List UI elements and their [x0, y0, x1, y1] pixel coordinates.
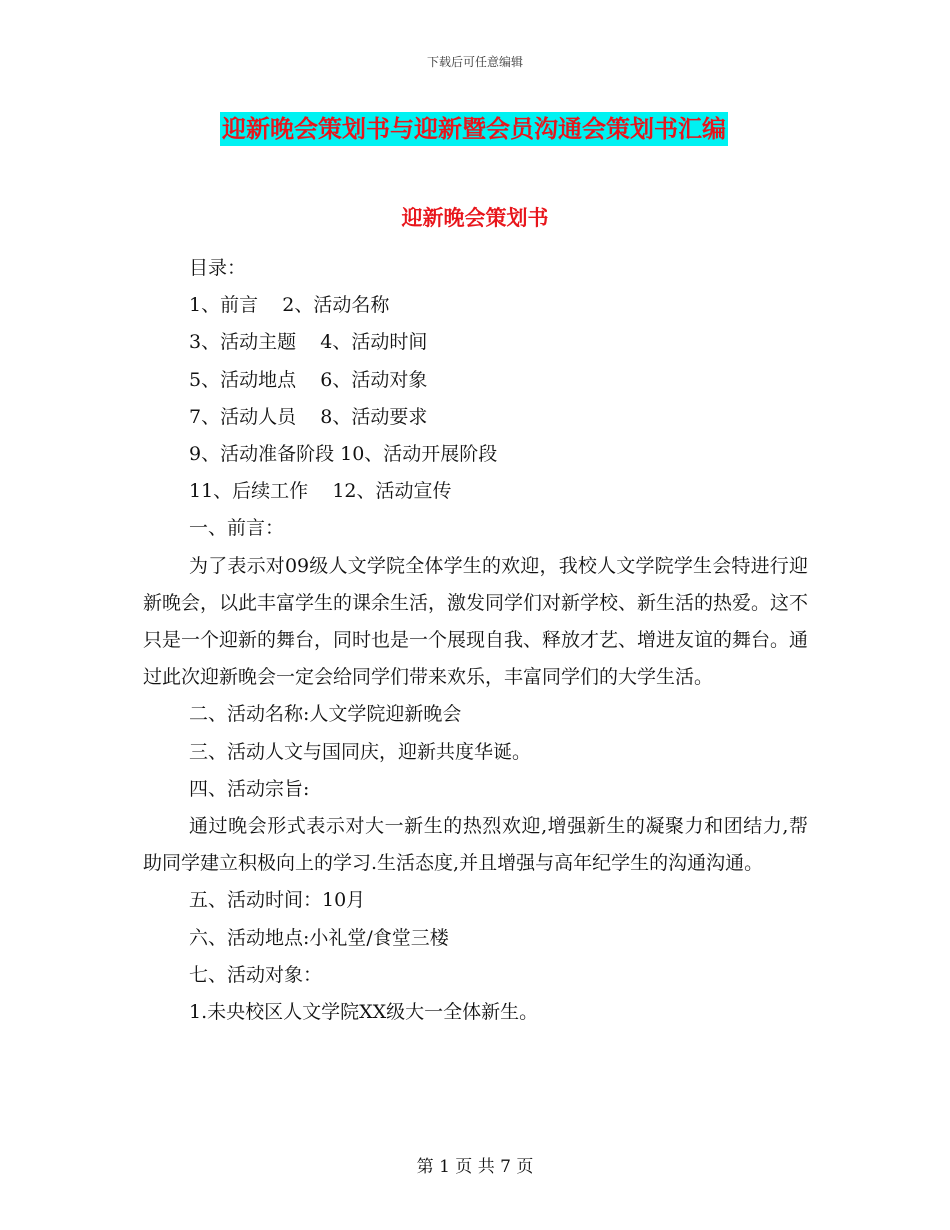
preface-paragraph: 为了表示对09级人文学院全体学生的欢迎，我校人文学院学生会特进行迎新晚会，以此丰富学生的课余生活，激发同学们对新学校、新生活的热爱。这不只是一个迎新的舞台，同时也是一个展现自我、释放才艺、增进友谊的舞台。通过此次迎新晚会一定会给同学们带来欢乐，丰富同学们的大学生活。 [143, 554, 809, 689]
section-activity-location: 六、活动地点:小礼堂/食堂三楼 [189, 926, 449, 949]
page-number-footer: 第 1 页 共 7 页 [416, 1157, 534, 1177]
section-activity-name: 二、活动名称:人文学院迎新晚会 [189, 703, 462, 726]
document-body [143, 250, 808, 1031]
section-heading-audience: 七、活动对象： [189, 963, 323, 986]
header-note: 下载后可任意编辑 [426, 55, 523, 69]
toc-row: 11、后续工作 12、活动宣传 [189, 480, 452, 503]
toc-row: 7、活动人员 8、活动要求 [189, 405, 428, 428]
toc-row: 5、活动地点 6、活动对象 [189, 368, 428, 391]
section-activity-time: 五、活动时间：10月 [189, 889, 366, 912]
toc-row: 1、前言 2、活动名称 [189, 294, 390, 317]
main-title: 迎新晚会策划书与迎新暨会员沟通会策划书汇编 [220, 112, 728, 146]
toc-row: 9、活动准备阶段 10、活动开展阶段 [189, 443, 498, 466]
toc-row: 3、活动主题 4、活动时间 [189, 331, 428, 354]
section-heading-purpose: 四、活动宗旨: [189, 777, 310, 800]
section-activity-theme: 三、活动人文与国同庆，迎新共度华诞。 [189, 740, 532, 763]
audience-item: 1.未央校区人文学院XX级大一全体新生。 [189, 1001, 539, 1024]
section-heading-preface: 一、前言： [189, 517, 285, 540]
sub-title: 迎新晚会策划书 [401, 205, 549, 230]
purpose-paragraph: 通过晚会形式表示对大一新生的热烈欢迎,增强新生的凝聚力和团结力,帮助同学建立积极向上的学习.生活态度,并且增强与高年纪学生的沟通沟通。 [143, 815, 808, 875]
toc-heading: 目录： [189, 257, 247, 279]
